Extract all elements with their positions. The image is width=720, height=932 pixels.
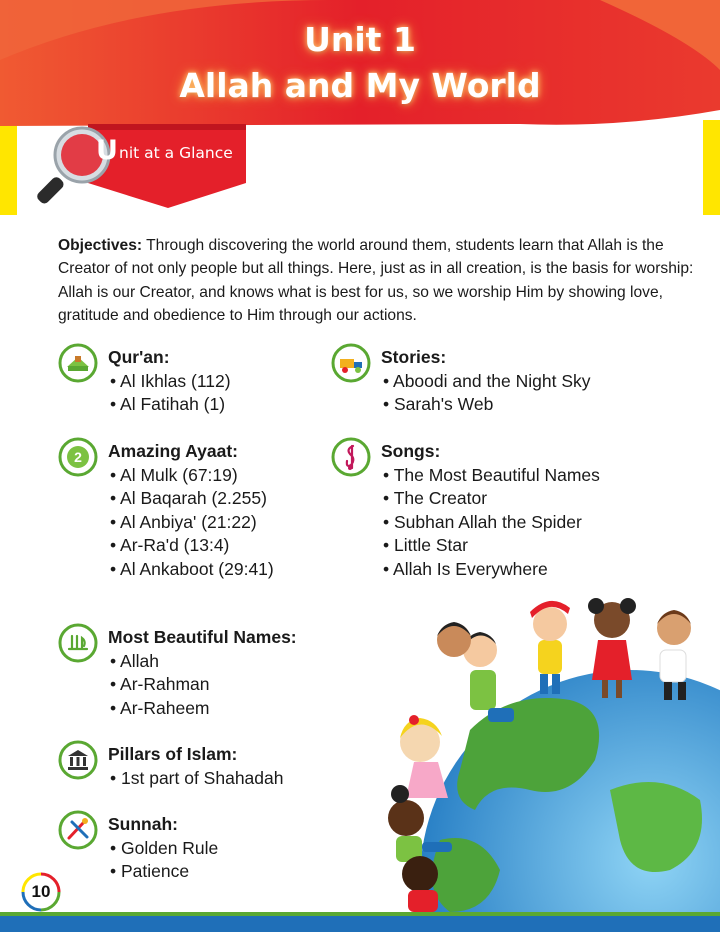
unit-title: Unit 1 xyxy=(304,20,416,59)
number-two-icon xyxy=(58,437,98,477)
pillars-building-icon xyxy=(58,740,98,780)
list-item: • Sarah's Web xyxy=(383,393,591,416)
quran-list xyxy=(110,370,231,417)
page-header xyxy=(0,0,720,215)
list-item: • Allah Is Everywhere xyxy=(383,558,600,581)
music-note-icon xyxy=(331,437,371,477)
quran-heading: Qur'an: xyxy=(108,347,170,367)
child-figure xyxy=(530,601,570,694)
child-figure xyxy=(437,622,471,682)
sunnah-heading: Sunnah: xyxy=(108,814,178,834)
stories-heading: Stories: xyxy=(381,347,447,367)
objectives-label: Objectives: xyxy=(58,237,143,254)
pillars-heading: Pillars of Islam: xyxy=(108,744,238,764)
list-item: • Al Baqarah (2.255) xyxy=(110,487,274,510)
quran-book-icon xyxy=(58,343,98,383)
footer-bar xyxy=(0,912,720,932)
songs-list xyxy=(383,464,600,581)
list-item: • Ar-Raheem xyxy=(110,697,210,720)
list-item: • 1st part of Shahadah xyxy=(110,767,283,790)
toy-truck-icon xyxy=(331,343,371,383)
child-figure xyxy=(400,715,448,798)
list-item: • Al Mulk (67:19) xyxy=(110,464,274,487)
names-heading: Most Beautiful Names: xyxy=(108,627,297,647)
list-item: • Subhan Allah the Spider xyxy=(383,511,600,534)
list-item: • Patience xyxy=(110,860,218,883)
svg-text:2: 2 xyxy=(74,449,82,465)
stories-list xyxy=(383,370,591,417)
ayaat-heading: Amazing Ayaat: xyxy=(108,441,238,461)
objectives-text: Through discovering the world around them, students learn that Allah is the Creator of not only people but all things. Here, just as in all creation, is the basis for worship: Allah is our Creator, and knows what is best for us, so we worship Him by showing love, gratitude and obedience to Him through our actions. xyxy=(58,237,694,325)
children-around-globe-illustration xyxy=(380,580,720,912)
sunnah-list xyxy=(110,837,218,884)
unit-at-a-glance-label: nit at a Glance xyxy=(119,144,233,162)
allah-calligraphy-icon xyxy=(58,623,98,663)
page-number: 10 xyxy=(31,882,51,901)
list-item: • Allah xyxy=(110,650,210,673)
list-item: • Al Ankaboot (29:41) xyxy=(110,558,274,581)
list-item: • Ar-Rahman xyxy=(110,673,210,696)
list-item: • Golden Rule xyxy=(110,837,218,860)
sunnah-tools-icon xyxy=(58,810,98,850)
pillars-list xyxy=(110,767,283,790)
objectives-paragraph xyxy=(58,234,698,328)
songs-heading: Songs: xyxy=(381,441,441,461)
list-item: • Aboodi and the Night Sky xyxy=(383,370,591,393)
child-figure xyxy=(463,632,514,722)
names-list xyxy=(110,650,210,720)
list-item: • Little Star xyxy=(383,534,600,557)
list-item: • Al Fatihah (1) xyxy=(110,393,231,416)
child-figure xyxy=(402,856,438,912)
ayaat-list xyxy=(110,464,274,581)
glance-initial: U xyxy=(96,135,118,166)
list-item: • Al Ikhlas (112) xyxy=(110,370,231,393)
unit-subtitle: Allah and My World xyxy=(179,66,541,105)
list-item: • Ar-Ra'd (13:4) xyxy=(110,534,274,557)
list-item: • The Most Beautiful Names xyxy=(383,464,600,487)
list-item: • Al Anbiya' (21:22) xyxy=(110,511,274,534)
list-item: • The Creator xyxy=(383,487,600,510)
